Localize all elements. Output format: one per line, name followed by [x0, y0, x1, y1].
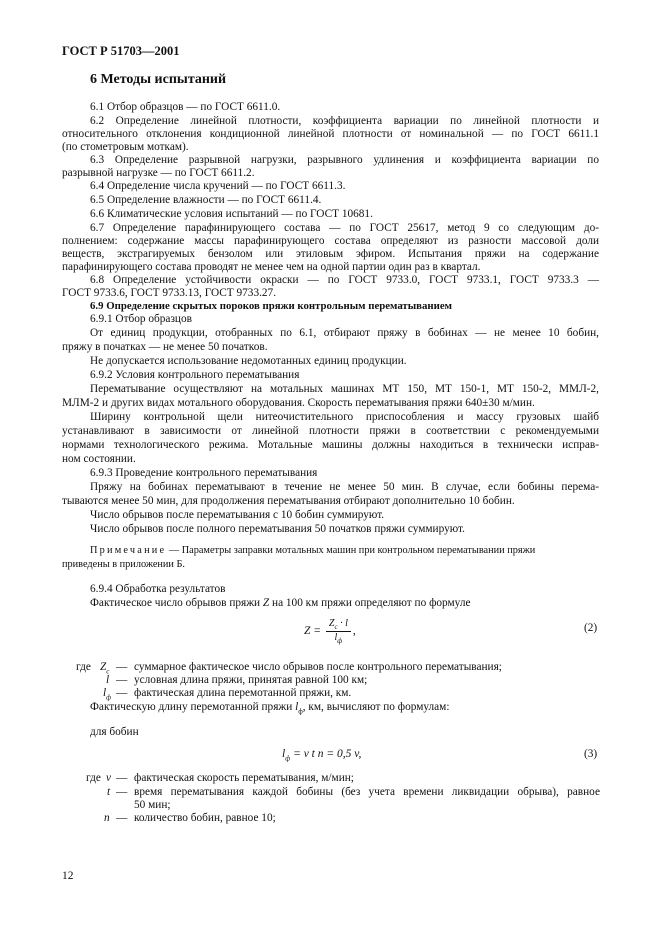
body-line: ГОСТ 9733.6, ГОСТ 9733.13, ГОСТ 9733.27. [62, 287, 277, 299]
formula-3: $l_ф = v$ t n = 0,5 v, [282, 748, 362, 763]
body-line: От единиц продукции, отобранных по 6.1, отбирают пряжу в бобинах — не менее 10 бобин, [90, 327, 599, 339]
where-lead: где [86, 772, 101, 784]
note-line-2: приведены в приложении Б. [62, 559, 185, 570]
where-dash: — [116, 674, 128, 686]
where-dash: — [116, 687, 128, 699]
formula-2-number: (2) [584, 622, 598, 634]
body-line: разрывной нагрузке — по ГОСТ 6611.2. [62, 167, 255, 179]
where-text: время перематывания каждой бобины (без учета времени ликвидации обрыва), равное [134, 786, 600, 798]
note-label: Примечание [90, 545, 167, 556]
body-line: веществ, экстрагируемых бензолом или этиловым эфиром. Испытания пряжи на содержание [62, 248, 599, 260]
body-line: устанавливают в зависимости от линейной плотности пряжи в соответствии с рекомендуемыми [62, 425, 599, 437]
body-line: 6.2 Определение линейной плотности, коэффициента вариации по линейной плотности и [90, 115, 599, 127]
body-line: Перематывание осуществляют на мотальных машинах МТ 150, МТ 150-1, МТ 150-2, ММЛ-2, [90, 383, 599, 395]
body-line: 6.9.2 Условия контрольного перематывания [90, 369, 300, 381]
where-lead: где [76, 661, 91, 673]
body-line: тываются менее 50 мин, для продолжения перематывания отбирают дополнительно 10 бобин. [62, 495, 515, 507]
where-symbol: n [104, 812, 110, 824]
body-line: нормами технологического режима. Мотальные машины должны находиться в технически исправ- [62, 439, 599, 451]
where-symbol: t [107, 786, 111, 798]
body-line: ном состоянии. [62, 453, 136, 465]
formula-2: Z = $\frac{Z_c \cdot l}{l_ф}$ , [304, 618, 356, 645]
section-title: 6 Методы испытаний [90, 72, 227, 87]
where-symbol: $Z_c$ [100, 661, 110, 676]
formula-3-number: (3) [584, 748, 598, 760]
for-bobbins-label: для бобин [90, 726, 139, 738]
body-line: Число обрывов после перематывания с 10 бобин суммируют. [90, 509, 385, 521]
where-text: фактическая длина перемотанной пряжи, км. [134, 687, 352, 699]
where-symbol: v [106, 772, 112, 784]
document-header: ГОСТ Р 51703—2001 [62, 44, 180, 58]
body-line: (по стометровым моткам). [62, 141, 189, 153]
where-symbol: l [106, 674, 110, 686]
body-line: Число обрывов после полного перематывания 50 початков пряжи суммируют. [90, 523, 465, 535]
body-line: пряжу в початках — не менее 50 початков. [62, 341, 268, 353]
where-text: фактическая скорость перематывания, м/мин; [134, 772, 354, 784]
body-line: полнением: содержание массы парафинирующего состава определяют из разности массовой доли [62, 235, 599, 247]
where-text: количество бобин, равное 10; [134, 812, 276, 824]
where-dash: — [116, 786, 128, 798]
where-symbol: $l_ф$ [103, 687, 112, 702]
body-line: 6.6 Климатические условия испытаний — по ГОСТ 10681. [90, 208, 373, 220]
calc-line: Фактическую длину перемотанной пряжи $l_ф$, км, вычисляют по формулам: [90, 701, 450, 716]
body-line: 6.4 Определение числа кручений — по ГОСТ 6611.3. [90, 180, 346, 192]
where-dash: — [116, 812, 128, 824]
where-dash: — [116, 661, 128, 673]
body-line: МЛМ-2 и других видах мотального оборудования. Скорость перематывания пряжи 640±30 м/мин. [62, 397, 535, 409]
body-line: 6.3 Определение разрывной нагрузки, разрывного удлинения и коэффициента вариации по [90, 154, 599, 166]
where-text: условная длина пряжи, принятая равной 100 км; [134, 674, 368, 686]
body-line: Не допускается использование недомотанных единиц продукции. [90, 355, 407, 367]
body-line: Пряжу на бобинах перематывают в течение не менее 50 мин. В случае, если бобины перема- [90, 481, 599, 493]
subsection-title: 6.9.4 Обработка результатов [90, 583, 226, 595]
body-line: 6.9.3 Проведение контрольного перематывания [90, 467, 318, 479]
formula-2-fraction: $\frac{Z_c \cdot l}{l_ф}$ [326, 618, 351, 645]
body-line: 6.9.1 Отбор образцов [90, 313, 192, 325]
body-line: 6.5 Определение влажности — по ГОСТ 6611.4. [90, 194, 322, 206]
body-line: парафинирующего состава проводят не менее чем на одной партии один раз в квартал. [62, 261, 481, 273]
where-dash: — [116, 772, 128, 784]
body-line: 6.8 Определение устойчивости окраски — по ГОСТ 9733.0, ГОСТ 9733.1, ГОСТ 9733.3 — [90, 274, 599, 286]
body-line: Ширину контрольной щели нитеочистительного приспособления и массу грузовых шайб [90, 411, 599, 423]
body-line: 6.7 Определение парафинирующего состава — по ГОСТ 25617, метод 9 со следующим до- [90, 222, 599, 234]
where-text: 50 мин; [134, 799, 171, 811]
body-line: относительного отклонения кондиционной линейной плотности от номинальной — по ГОСТ 6611.1 [62, 128, 599, 140]
note-line-1: Примечание — Параметры заправки мотальных машин при контрольном перематывании пряжи [90, 545, 536, 556]
formula-intro: Фактическое число обрывов пряжи Z на 100 км пряжи определяют по формуле [90, 597, 471, 609]
where-text: суммарное фактическое число обрывов после контрольного перематывания; [134, 661, 502, 673]
body-line: 6.1 Отбор образцов — по ГОСТ 6611.0. [90, 101, 281, 113]
subsection-heading: 6.9 Определение скрытых пороков пряжи контрольным перематыванием [90, 300, 452, 312]
page-number: 12 [62, 870, 74, 882]
